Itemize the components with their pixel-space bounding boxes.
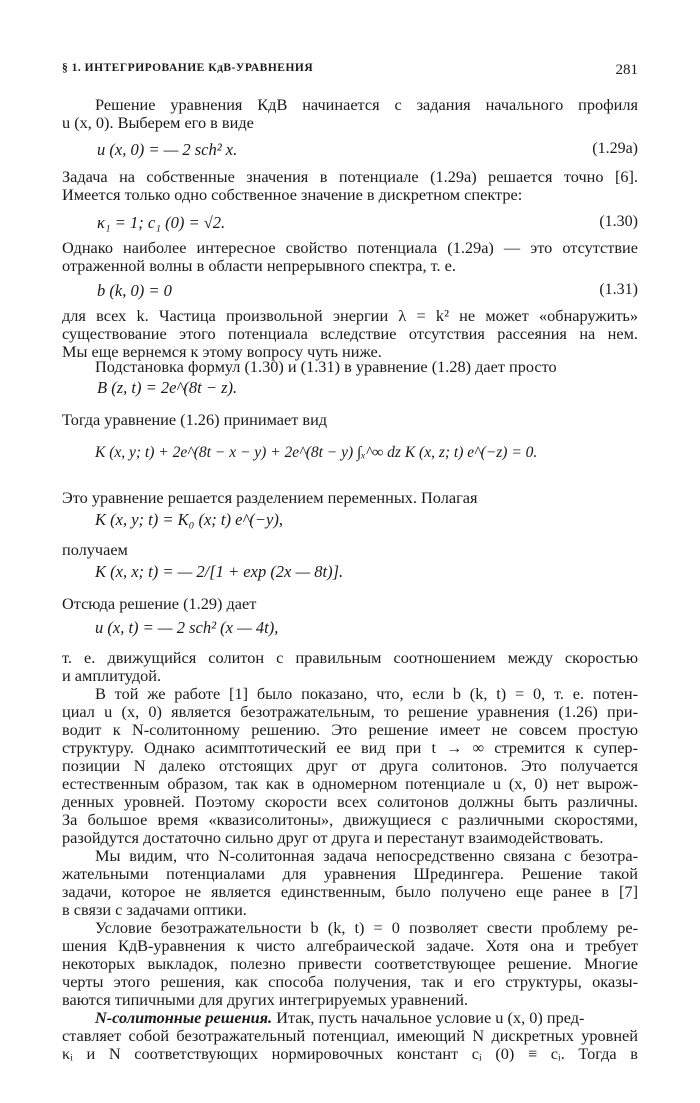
text-line: циал u (x, 0) является безотражательным, то решение уравнения (1.26) при-	[62, 702, 638, 721]
text-line: Однако наиболее интересное свойство потенциала (1.29а) — это отсутствие	[62, 238, 638, 257]
text-line: Имеется только одно собственное значение в дискретном спектре:	[62, 185, 523, 204]
run-in-heading: N-солитонные решения.	[95, 1008, 273, 1027]
text-line: т. е. движущийся солитон с правильным соотношением между скоростью	[62, 648, 638, 667]
text-line: денных уровней. Поэтому скорости всех солитонов должны быть различны.	[62, 792, 638, 811]
equation-number: (1.31)	[599, 281, 638, 298]
text-line: естественным образом, так как в одномерном потенциале u (x, 0) нет вырож-	[62, 774, 638, 793]
equation-kernel: K (x, x; t) = — 2/[1 + exp (2x — 8t)].	[95, 562, 344, 581]
equation-integral: K (x, y; t) + 2e^(8t − x − y) + 2e^(8t − y) ∫ₓ^∞ dz K (x, z; t) e^(−z) = 0.	[95, 444, 538, 461]
equation-b: B (z, t) = 2e^(8t − z).	[97, 378, 238, 397]
text-line: в связи с задачами оптики.	[62, 900, 247, 919]
text-line: Задача на собственные значения в потенциале (1.29а) решается точно [6].	[62, 167, 638, 186]
text-line: отраженной волны в области непрерывного спектра, т. е.	[62, 256, 456, 275]
equation-number: (1.30)	[599, 213, 638, 230]
text-line: Это уравнение решается разделением переменных. Полагая	[62, 488, 478, 507]
page-number: 281	[615, 62, 638, 78]
text-line: жательными потенциалами для уравнения Шредингера. Решение такой	[62, 864, 638, 883]
text-line: существование этого потенциала вследствие отсутствия рассеяния на нем.	[62, 324, 638, 343]
text-line: Подстановка формул (1.30) и (1.31) в уравнение (1.28) дает просто	[95, 357, 557, 376]
text-line: водит к N-солитонному решению. Это решение имеет не совсем простую	[62, 720, 638, 739]
text-line: Мы еще вернемся к этому вопросу чуть ниже.	[62, 342, 382, 361]
text-line: и амплитудой.	[62, 666, 162, 685]
text-line: получаем	[62, 540, 128, 559]
equation-soliton: u (x, t) = — 2 sch² (x — 4t),	[95, 618, 279, 637]
text-line: позиции N далеко отстоящих друг от друга солитонов. Это получается	[62, 756, 638, 775]
text-line-continued: Итак, пусть начальное условие u (x, 0) пред-	[272, 1008, 585, 1027]
text-line: некоторых выкладок, полезно привести соответствующее решение. Многие	[62, 954, 638, 973]
text-line: Решение уравнения КдВ начинается с задания начального профиля	[95, 95, 638, 114]
text-line: κᵢ и N соответствующих нормировочных констант cᵢ (0) ≡ cᵢ. Тогда в	[62, 1044, 638, 1063]
text-line: Условие безотражательности b (k, t) = 0 позволяет свести проблему ре-	[95, 918, 638, 937]
text-line: задачи, которое не является единственным, было получено еще ранее в [7]	[62, 882, 638, 901]
running-header: § 1. ИНТЕГРИРОВАНИЕ КдВ-УРАВНЕНИЯ	[62, 62, 314, 74]
text-line: ваются типичными для других интегрируемых уравнений.	[62, 990, 469, 1009]
text-line: черты этого решения, как способа получения, так и его структуры, оказы-	[62, 972, 638, 991]
text-line: разойдутся достаточно сильно друг от друга и перестанут взаимодействовать.	[62, 828, 604, 847]
equation-number: (1.29а)	[592, 140, 638, 157]
text-line: За большое время «квазисолитоны», движущиеся с различными скоростями,	[62, 810, 638, 829]
equation-1-30: κ₁ = 1; c₁ (0) = √2.	[97, 213, 226, 232]
equation-1-29a: u (x, 0) = — 2 sch² x.	[97, 140, 238, 159]
text-line: В той же работе [1] было показано, что, если b (k, t) = 0, т. е. потен-	[95, 684, 638, 703]
text-line: ставляет собой безотражательный потенциал, имеющий N дискретных уровней	[62, 1026, 638, 1045]
text-line: Отсюда решение (1.29) дает	[62, 594, 257, 613]
text-line: шения КдВ-уравнения к чисто алгебраической задаче. Хотя она и требует	[62, 936, 638, 955]
text-line: Тогда уравнение (1.26) принимает вид	[62, 410, 328, 429]
equation-1-31: b (k, 0) = 0	[97, 281, 172, 300]
text-line: для всех k. Частица произвольной энергии λ = k² не может «обнаружить»	[62, 306, 638, 325]
text-line: структуру. Однако асимптотический ее вид при t → ∞ стремится к супер-	[62, 738, 638, 757]
text-line: Мы видим, что N-солитонная задача непосредственно связана с безотра-	[95, 846, 638, 865]
text-line: u (x, 0). Выберем его в виде	[62, 113, 254, 132]
text-line	[95, 1008, 638, 1028]
equation-ansatz: K (x, y; t) = K₀ (x; t) e^(−y),	[95, 510, 283, 529]
